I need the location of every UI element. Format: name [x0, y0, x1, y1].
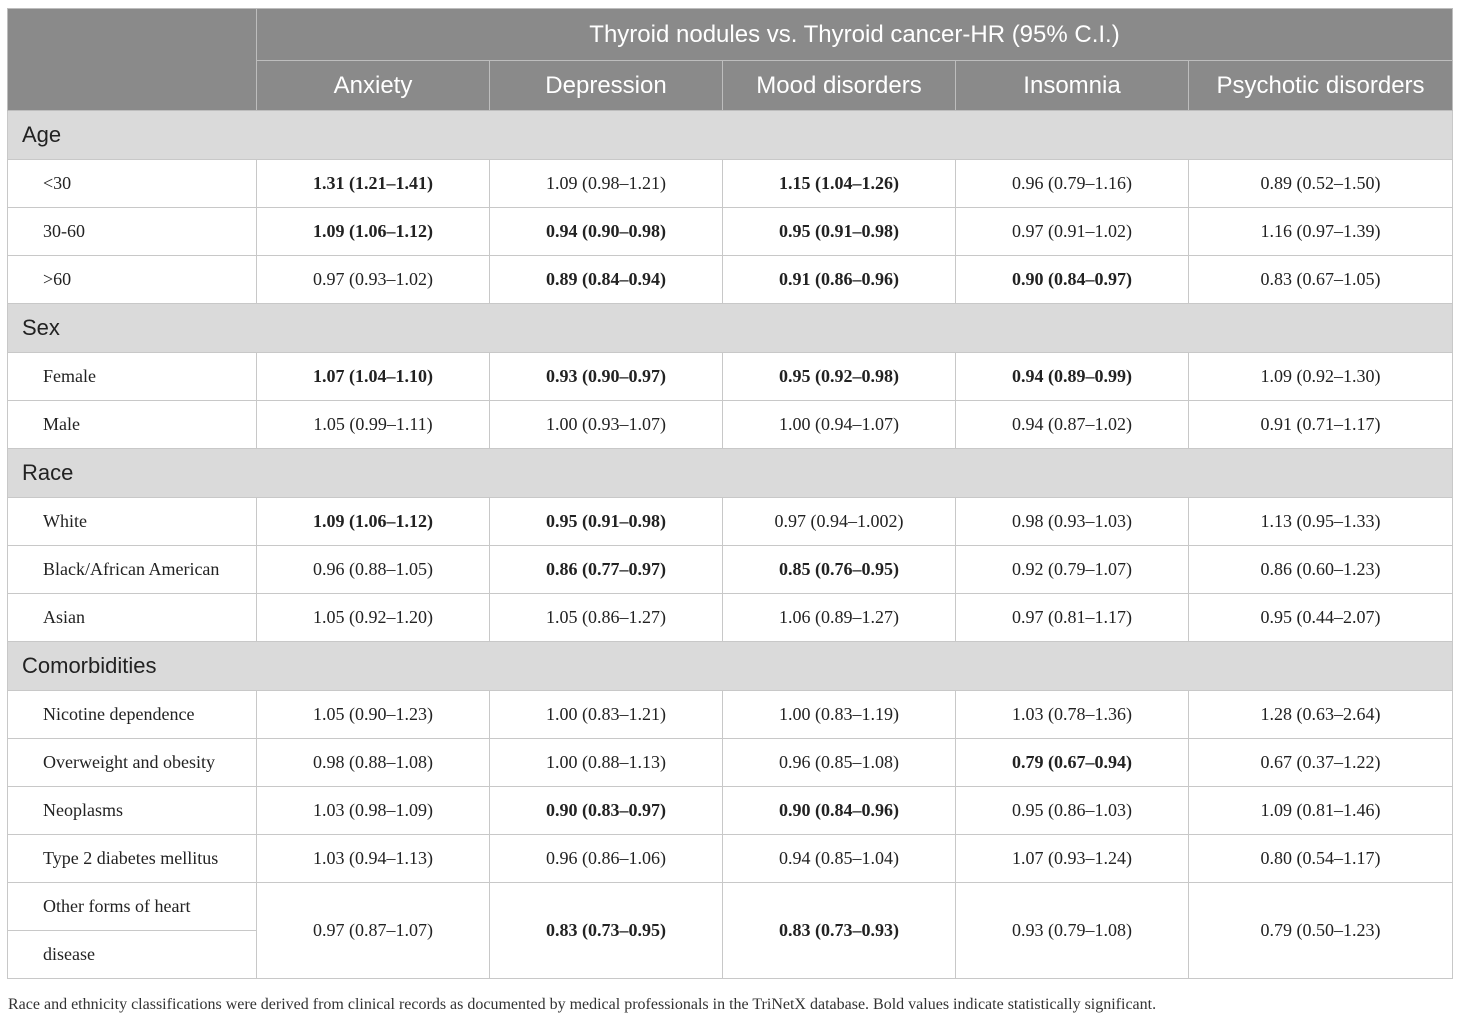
results-table-container [7, 8, 1452, 979]
table-cell: 0.97 (0.94–1.002) [723, 498, 956, 546]
header-group-title: Thyroid nodules vs. Thyroid cancer-HR (95% C.I.) [257, 9, 1453, 61]
row-label: White [8, 498, 257, 546]
table-cell: 1.13 (0.95–1.33) [1189, 498, 1453, 546]
table-cell: 1.05 (0.86–1.27) [490, 594, 723, 642]
table-cell: 0.67 (0.37–1.22) [1189, 739, 1453, 787]
table-cell: 0.80 (0.54–1.17) [1189, 835, 1453, 883]
row-label: >60 [8, 256, 257, 304]
table-cell: 0.98 (0.93–1.03) [956, 498, 1189, 546]
column-header-insomnia: Insomnia [956, 61, 1189, 111]
table-row [8, 208, 1453, 256]
table-cell: 1.15 (1.04–1.26) [723, 160, 956, 208]
group-label: Age [8, 111, 1453, 160]
table-cell: 1.00 (0.83–1.21) [490, 691, 723, 739]
table-cell: 0.95 (0.91–0.98) [490, 498, 723, 546]
table-row [8, 160, 1453, 208]
table-cell: 0.95 (0.91–0.98) [723, 208, 956, 256]
table-cell: 1.16 (0.97–1.39) [1189, 208, 1453, 256]
table-cell: 0.83 (0.73–0.93) [723, 883, 956, 979]
row-label: Asian [8, 594, 257, 642]
table-cell: 0.97 (0.91–1.02) [956, 208, 1189, 256]
column-header-mood-disorders: Mood disorders [723, 61, 956, 111]
table-cell: 0.92 (0.79–1.07) [956, 546, 1189, 594]
table-cell: 0.85 (0.76–0.95) [723, 546, 956, 594]
row-label: Neoplasms [8, 787, 257, 835]
row-label: Nicotine dependence [8, 691, 257, 739]
row-label: Black/African American [8, 546, 257, 594]
table-cell: 1.31 (1.21–1.41) [257, 160, 490, 208]
table-cell: 0.93 (0.90–0.97) [490, 353, 723, 401]
table-row [8, 883, 1453, 931]
table-cell: 0.89 (0.84–0.94) [490, 256, 723, 304]
table-row [8, 401, 1453, 449]
table-cell: 0.86 (0.60–1.23) [1189, 546, 1453, 594]
table-cell: 1.00 (0.88–1.13) [490, 739, 723, 787]
row-label: 30-60 [8, 208, 257, 256]
table-cell: 0.94 (0.90–0.98) [490, 208, 723, 256]
table-cell: 0.83 (0.67–1.05) [1189, 256, 1453, 304]
row-label: Female [8, 353, 257, 401]
row-label: Male [8, 401, 257, 449]
table-cell: 1.09 (0.92–1.30) [1189, 353, 1453, 401]
table-cell: 1.00 (0.83–1.19) [723, 691, 956, 739]
table-cell: 0.98 (0.88–1.08) [257, 739, 490, 787]
table-row [8, 256, 1453, 304]
table-cell: 1.03 (0.78–1.36) [956, 691, 1189, 739]
table-row [8, 691, 1453, 739]
column-header-anxiety: Anxiety [257, 61, 490, 111]
table-body [8, 111, 1453, 979]
table-row [8, 739, 1453, 787]
table-cell: 1.00 (0.93–1.07) [490, 401, 723, 449]
table-cell: 0.79 (0.50–1.23) [1189, 883, 1453, 979]
table-row [8, 594, 1453, 642]
table-row [8, 498, 1453, 546]
table-cell: 0.90 (0.84–0.96) [723, 787, 956, 835]
table-cell: 0.97 (0.81–1.17) [956, 594, 1189, 642]
table-cell: 1.05 (0.90–1.23) [257, 691, 490, 739]
table-cell: 1.00 (0.94–1.07) [723, 401, 956, 449]
table-cell: 0.97 (0.87–1.07) [257, 883, 490, 979]
group-label: Race [8, 449, 1453, 498]
table-cell: 0.86 (0.77–0.97) [490, 546, 723, 594]
table-row [8, 546, 1453, 594]
table-cell: 0.91 (0.71–1.17) [1189, 401, 1453, 449]
table-cell: 1.03 (0.94–1.13) [257, 835, 490, 883]
table-row [8, 353, 1453, 401]
group-row [8, 642, 1453, 691]
group-row [8, 111, 1453, 160]
table-cell: 0.96 (0.86–1.06) [490, 835, 723, 883]
table-cell: 0.89 (0.52–1.50) [1189, 160, 1453, 208]
table-cell: 0.94 (0.89–0.99) [956, 353, 1189, 401]
table-cell: 1.05 (0.99–1.11) [257, 401, 490, 449]
table-cell: 0.91 (0.86–0.96) [723, 256, 956, 304]
table-cell: 1.09 (0.81–1.46) [1189, 787, 1453, 835]
table-cell: 1.06 (0.89–1.27) [723, 594, 956, 642]
row-label: Type 2 diabetes mellitus [8, 835, 257, 883]
table-cell: 0.95 (0.92–0.98) [723, 353, 956, 401]
row-label: <30 [8, 160, 257, 208]
table-cell: 1.03 (0.98–1.09) [257, 787, 490, 835]
table-cell: 1.09 (1.06–1.12) [257, 498, 490, 546]
table-cell: 1.05 (0.92–1.20) [257, 594, 490, 642]
table-cell: 1.09 (1.06–1.12) [257, 208, 490, 256]
group-label: Comorbidities [8, 642, 1453, 691]
table-cell: 1.09 (0.98–1.21) [490, 160, 723, 208]
table-cell: 0.96 (0.85–1.08) [723, 739, 956, 787]
table-cell: 0.79 (0.67–0.94) [956, 739, 1189, 787]
table-cell: 0.95 (0.44–2.07) [1189, 594, 1453, 642]
table-cell: 0.90 (0.83–0.97) [490, 787, 723, 835]
table-cell: 0.94 (0.87–1.02) [956, 401, 1189, 449]
table-cell: 0.96 (0.79–1.16) [956, 160, 1189, 208]
row-label-continuation: disease [8, 931, 257, 979]
table-cell: 0.93 (0.79–1.08) [956, 883, 1189, 979]
row-label: Other forms of heart [8, 883, 257, 931]
table-cell: 0.96 (0.88–1.05) [257, 546, 490, 594]
table-footnote: Race and ethnicity classifications were derived from clinical records as documented by medical professionals in the TriNetX database. Bold values indicate statistically significant. [8, 996, 1157, 1013]
table-cell: 0.94 (0.85–1.04) [723, 835, 956, 883]
group-row [8, 449, 1453, 498]
row-label-header [8, 9, 257, 111]
column-header-depression: Depression [490, 61, 723, 111]
group-row [8, 304, 1453, 353]
table-cell: 1.07 (0.93–1.24) [956, 835, 1189, 883]
table-row [8, 835, 1453, 883]
hazard-ratio-table [7, 8, 1453, 979]
row-label: Overweight and obesity [8, 739, 257, 787]
table-cell: 0.95 (0.86–1.03) [956, 787, 1189, 835]
table-cell: 0.83 (0.73–0.95) [490, 883, 723, 979]
table-cell: 1.28 (0.63–2.64) [1189, 691, 1453, 739]
table-cell: 1.07 (1.04–1.10) [257, 353, 490, 401]
table-row [8, 787, 1453, 835]
table-cell: 0.97 (0.93–1.02) [257, 256, 490, 304]
table-cell: 0.90 (0.84–0.97) [956, 256, 1189, 304]
column-header-psychotic-disorders: Psychotic disorders [1189, 61, 1453, 111]
group-label: Sex [8, 304, 1453, 353]
